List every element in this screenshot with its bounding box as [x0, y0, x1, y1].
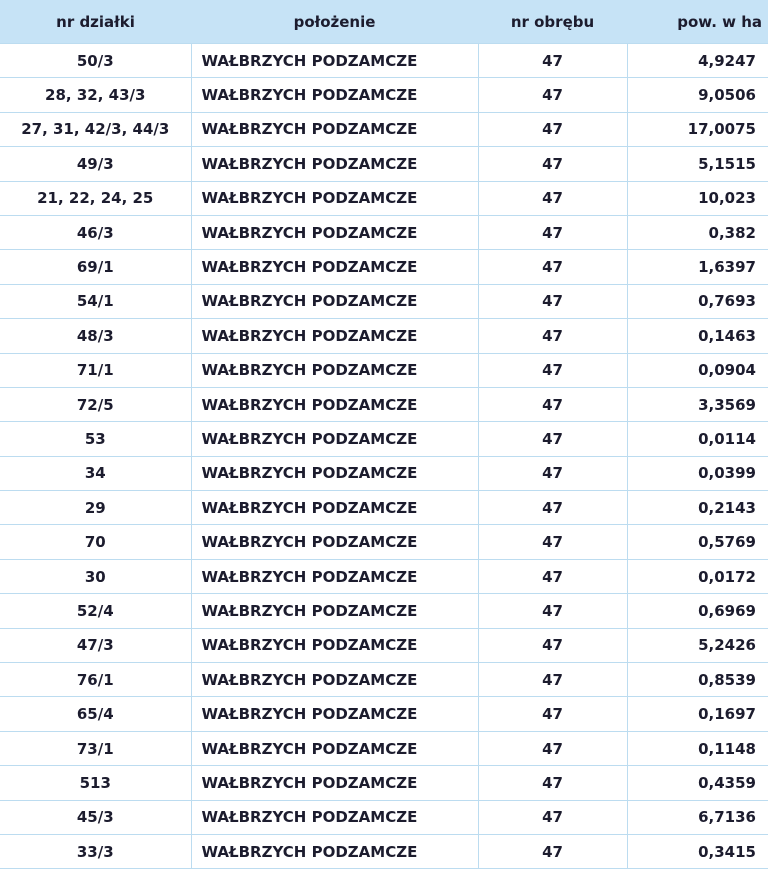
table-row — [0, 559, 768, 593]
precinct-number-cell: 47 — [478, 766, 627, 800]
area-cell: 5,2426 — [627, 628, 768, 662]
location-cell: WAŁBRZYCH PODZAMCZE — [191, 284, 478, 318]
precinct-number-cell: 47 — [478, 559, 627, 593]
precinct-number-cell: 47 — [478, 491, 627, 525]
location-cell: WAŁBRZYCH PODZAMCZE — [191, 353, 478, 387]
plot-number-cell: 52/4 — [0, 594, 191, 628]
table-row — [0, 594, 768, 628]
precinct-number-cell: 47 — [478, 456, 627, 490]
table-row — [0, 422, 768, 456]
location-cell: WAŁBRZYCH PODZAMCZE — [191, 112, 478, 146]
precinct-number-cell: 47 — [478, 284, 627, 318]
table-row — [0, 663, 768, 697]
plot-number-cell: 47/3 — [0, 628, 191, 662]
table-row — [0, 215, 768, 249]
table-row — [0, 353, 768, 387]
area-cell: 0,0114 — [627, 422, 768, 456]
plot-number-cell: 45/3 — [0, 800, 191, 834]
header-row — [0, 0, 768, 44]
table-row — [0, 525, 768, 559]
plot-number-cell: 30 — [0, 559, 191, 593]
table-row — [0, 697, 768, 731]
precinct-number-cell: 47 — [478, 78, 627, 112]
area-cell: 1,6397 — [627, 250, 768, 284]
table-header — [0, 0, 768, 44]
table-row — [0, 284, 768, 318]
plot-number-cell: 34 — [0, 456, 191, 490]
plot-number-cell: 48/3 — [0, 319, 191, 353]
location-cell: WAŁBRZYCH PODZAMCZE — [191, 594, 478, 628]
plot-number-cell: 50/3 — [0, 44, 191, 78]
location-cell: WAŁBRZYCH PODZAMCZE — [191, 387, 478, 421]
area-cell: 5,1515 — [627, 147, 768, 181]
precinct-number-cell: 47 — [478, 834, 627, 868]
location-cell: WAŁBRZYCH PODZAMCZE — [191, 78, 478, 112]
area-cell: 0,1148 — [627, 731, 768, 765]
location-cell: WAŁBRZYCH PODZAMCZE — [191, 697, 478, 731]
precinct-number-cell: 47 — [478, 663, 627, 697]
area-cell: 0,3415 — [627, 834, 768, 868]
plot-number-cell: 73/1 — [0, 731, 191, 765]
precinct-number-cell: 47 — [478, 594, 627, 628]
plot-number-cell: 513 — [0, 766, 191, 800]
area-cell: 17,0075 — [627, 112, 768, 146]
column-header-area-ha: pow. w ha — [627, 0, 768, 44]
location-cell: WAŁBRZYCH PODZAMCZE — [191, 147, 478, 181]
table-row — [0, 491, 768, 525]
area-cell: 0,5769 — [627, 525, 768, 559]
area-cell: 3,3569 — [627, 387, 768, 421]
location-cell: WAŁBRZYCH PODZAMCZE — [191, 456, 478, 490]
table-row — [0, 112, 768, 146]
area-cell: 4,9247 — [627, 44, 768, 78]
precinct-number-cell: 47 — [478, 147, 627, 181]
table-row — [0, 319, 768, 353]
plot-number-cell: 53 — [0, 422, 191, 456]
location-cell: WAŁBRZYCH PODZAMCZE — [191, 834, 478, 868]
location-cell: WAŁBRZYCH PODZAMCZE — [191, 525, 478, 559]
plot-number-cell: 72/5 — [0, 387, 191, 421]
area-cell: 0,7693 — [627, 284, 768, 318]
precinct-number-cell: 47 — [478, 697, 627, 731]
precinct-number-cell: 47 — [478, 731, 627, 765]
precinct-number-cell: 47 — [478, 353, 627, 387]
table-row — [0, 44, 768, 78]
plot-number-cell: 46/3 — [0, 215, 191, 249]
plot-number-cell: 54/1 — [0, 284, 191, 318]
column-header-precinct-number: nr obrębu — [478, 0, 627, 44]
precinct-number-cell: 47 — [478, 181, 627, 215]
precinct-number-cell: 47 — [478, 525, 627, 559]
location-cell: WAŁBRZYCH PODZAMCZE — [191, 319, 478, 353]
area-cell: 0,6969 — [627, 594, 768, 628]
column-header-plot-number: nr działki — [0, 0, 191, 44]
precinct-number-cell: 47 — [478, 250, 627, 284]
location-cell: WAŁBRZYCH PODZAMCZE — [191, 731, 478, 765]
location-cell: WAŁBRZYCH PODZAMCZE — [191, 215, 478, 249]
plot-number-cell: 71/1 — [0, 353, 191, 387]
table-row — [0, 800, 768, 834]
area-cell: 0,0399 — [627, 456, 768, 490]
table-row — [0, 387, 768, 421]
table-row — [0, 628, 768, 662]
table-row — [0, 181, 768, 215]
table-row — [0, 731, 768, 765]
plot-number-cell: 49/3 — [0, 147, 191, 181]
plot-number-cell: 29 — [0, 491, 191, 525]
location-cell: WAŁBRZYCH PODZAMCZE — [191, 663, 478, 697]
area-cell: 9,0506 — [627, 78, 768, 112]
table-row — [0, 78, 768, 112]
precinct-number-cell: 47 — [478, 215, 627, 249]
table-row — [0, 456, 768, 490]
area-cell: 0,0904 — [627, 353, 768, 387]
area-cell: 0,8539 — [627, 663, 768, 697]
precinct-number-cell: 47 — [478, 800, 627, 834]
area-cell: 0,382 — [627, 215, 768, 249]
area-cell: 0,1697 — [627, 697, 768, 731]
area-cell: 0,0172 — [627, 559, 768, 593]
table-row — [0, 834, 768, 868]
location-cell: WAŁBRZYCH PODZAMCZE — [191, 250, 478, 284]
location-cell: WAŁBRZYCH PODZAMCZE — [191, 766, 478, 800]
location-cell: WAŁBRZYCH PODZAMCZE — [191, 800, 478, 834]
column-header-location: położenie — [191, 0, 478, 44]
table-row — [0, 147, 768, 181]
area-cell: 0,4359 — [627, 766, 768, 800]
location-cell: WAŁBRZYCH PODZAMCZE — [191, 181, 478, 215]
area-cell: 10,023 — [627, 181, 768, 215]
plot-number-cell: 28, 32, 43/3 — [0, 78, 191, 112]
area-cell: 6,7136 — [627, 800, 768, 834]
precinct-number-cell: 47 — [478, 44, 627, 78]
area-cell: 0,2143 — [627, 491, 768, 525]
precinct-number-cell: 47 — [478, 319, 627, 353]
precinct-number-cell: 47 — [478, 387, 627, 421]
plot-number-cell: 70 — [0, 525, 191, 559]
table-row — [0, 250, 768, 284]
table-body — [0, 44, 768, 869]
plot-number-cell: 27, 31, 42/3, 44/3 — [0, 112, 191, 146]
location-cell: WAŁBRZYCH PODZAMCZE — [191, 422, 478, 456]
location-cell: WAŁBRZYCH PODZAMCZE — [191, 491, 478, 525]
plot-number-cell: 33/3 — [0, 834, 191, 868]
plot-number-cell: 76/1 — [0, 663, 191, 697]
plot-number-cell: 21, 22, 24, 25 — [0, 181, 191, 215]
plot-number-cell: 69/1 — [0, 250, 191, 284]
location-cell: WAŁBRZYCH PODZAMCZE — [191, 559, 478, 593]
plot-number-cell: 65/4 — [0, 697, 191, 731]
location-cell: WAŁBRZYCH PODZAMCZE — [191, 44, 478, 78]
precinct-number-cell: 47 — [478, 112, 627, 146]
area-cell: 0,1463 — [627, 319, 768, 353]
location-cell: WAŁBRZYCH PODZAMCZE — [191, 628, 478, 662]
precinct-number-cell: 47 — [478, 422, 627, 456]
precinct-number-cell: 47 — [478, 628, 627, 662]
table-row — [0, 766, 768, 800]
